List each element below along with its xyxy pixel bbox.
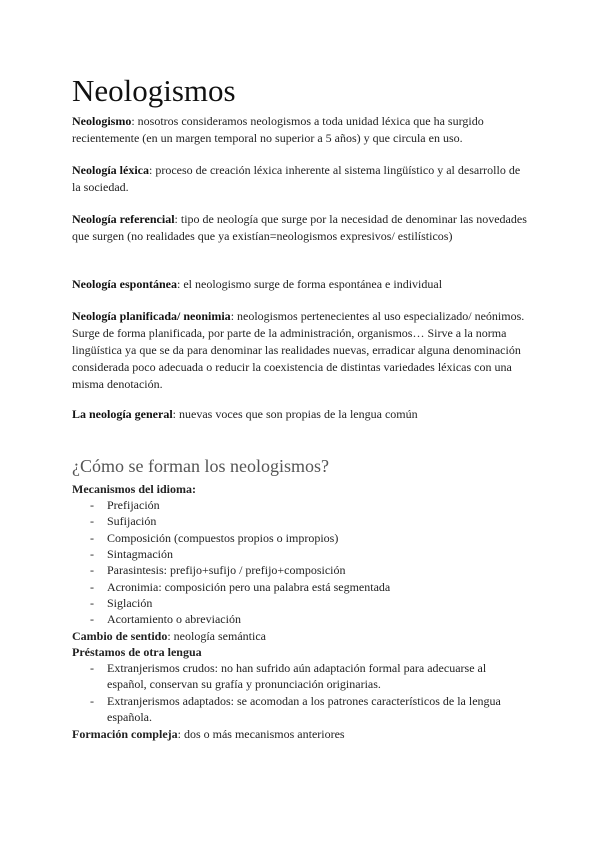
definition-term: La neología general [72,407,173,421]
definition-term: Neología referencial [72,212,175,226]
definition-neologia-general [72,406,527,423]
list-item: - Sintagmación [90,547,173,561]
definition-term: Neología léxica [72,163,149,177]
list-item: - Composición (compuestos propios o impropios) [90,531,339,545]
list-item: - Extranjerismos adaptados: se acomodan a los patrones característicos de la lengua española. [90,694,501,725]
list-item: - Acronimia: composición pero una palabra está segmentada [90,580,391,594]
list-item: - Prefijación [90,498,160,512]
definition-text: : nosotros consideramos neologismos a toda unidad léxica que ha surgido recientemente (en un margen temporal no superior a 5 años) y que circula en uso. [72,114,484,145]
cambio-de-sentido: Cambio de sentido: neología semántica [72,629,266,643]
definition-neologia-referencial [72,211,527,245]
definition-neologia-espontanea [72,276,527,293]
list-item: - Extranjerismos crudos: no han sufrido aún adaptación formal para adecuarse al español, conservan su grafía y pronunciación originarias. [90,661,487,692]
list-item: - Parasintesis: prefijo+sufijo / prefijo+composición [90,563,346,577]
definition-term: Neología planificada/ neonimia [72,309,231,323]
page-title: Neologismos [72,73,236,108]
definition-text: : el neologismo surge de forma espontánea e individual [177,277,443,291]
list-item: - Siglación [90,596,153,610]
definition-text: : nuevas voces que son propias de la lengua común [172,407,418,421]
definition-term: Neología espontánea [72,277,177,291]
definition-term: Neologismo [72,114,132,128]
prestamos-label: Préstamos de otra lengua [72,645,202,659]
definition-neologismo [72,113,527,147]
definition-text: : neologismos pertenecientes al uso especializado/ neónimos. Surge de forma planificada, por parte de la administración, organismos… Sirve a la norma lingüística ya que se da para denominar las realidades nuevas, erradicar alguna denominación considerada poco adecuada o reducir la coexistencia de distintas variedades léxicas con una misma denotación. [72,309,525,391]
definition-neologia-lexica [72,162,527,196]
definition-text: : tipo de neología que surge por la necesidad de denominar las novedades que surgen (no realidades que ya existían=neologismos expresivos/ estilísticos) [72,212,527,243]
section-heading: ¿Cómo se forman los neologismos? [72,456,329,476]
formacion-compleja: Formación compleja: dos o más mecanismos anteriores [72,727,345,741]
mecanismos-label: Mecanismos del idioma: [72,482,196,496]
definition-text: : proceso de creación léxica inherente al sistema lingüístico y al desarrollo de la sociedad. [72,163,521,194]
list-item: - Sufijación [90,514,157,528]
list-item: - Acortamiento o abreviación [90,612,241,626]
definition-neologia-planificada [72,308,527,393]
